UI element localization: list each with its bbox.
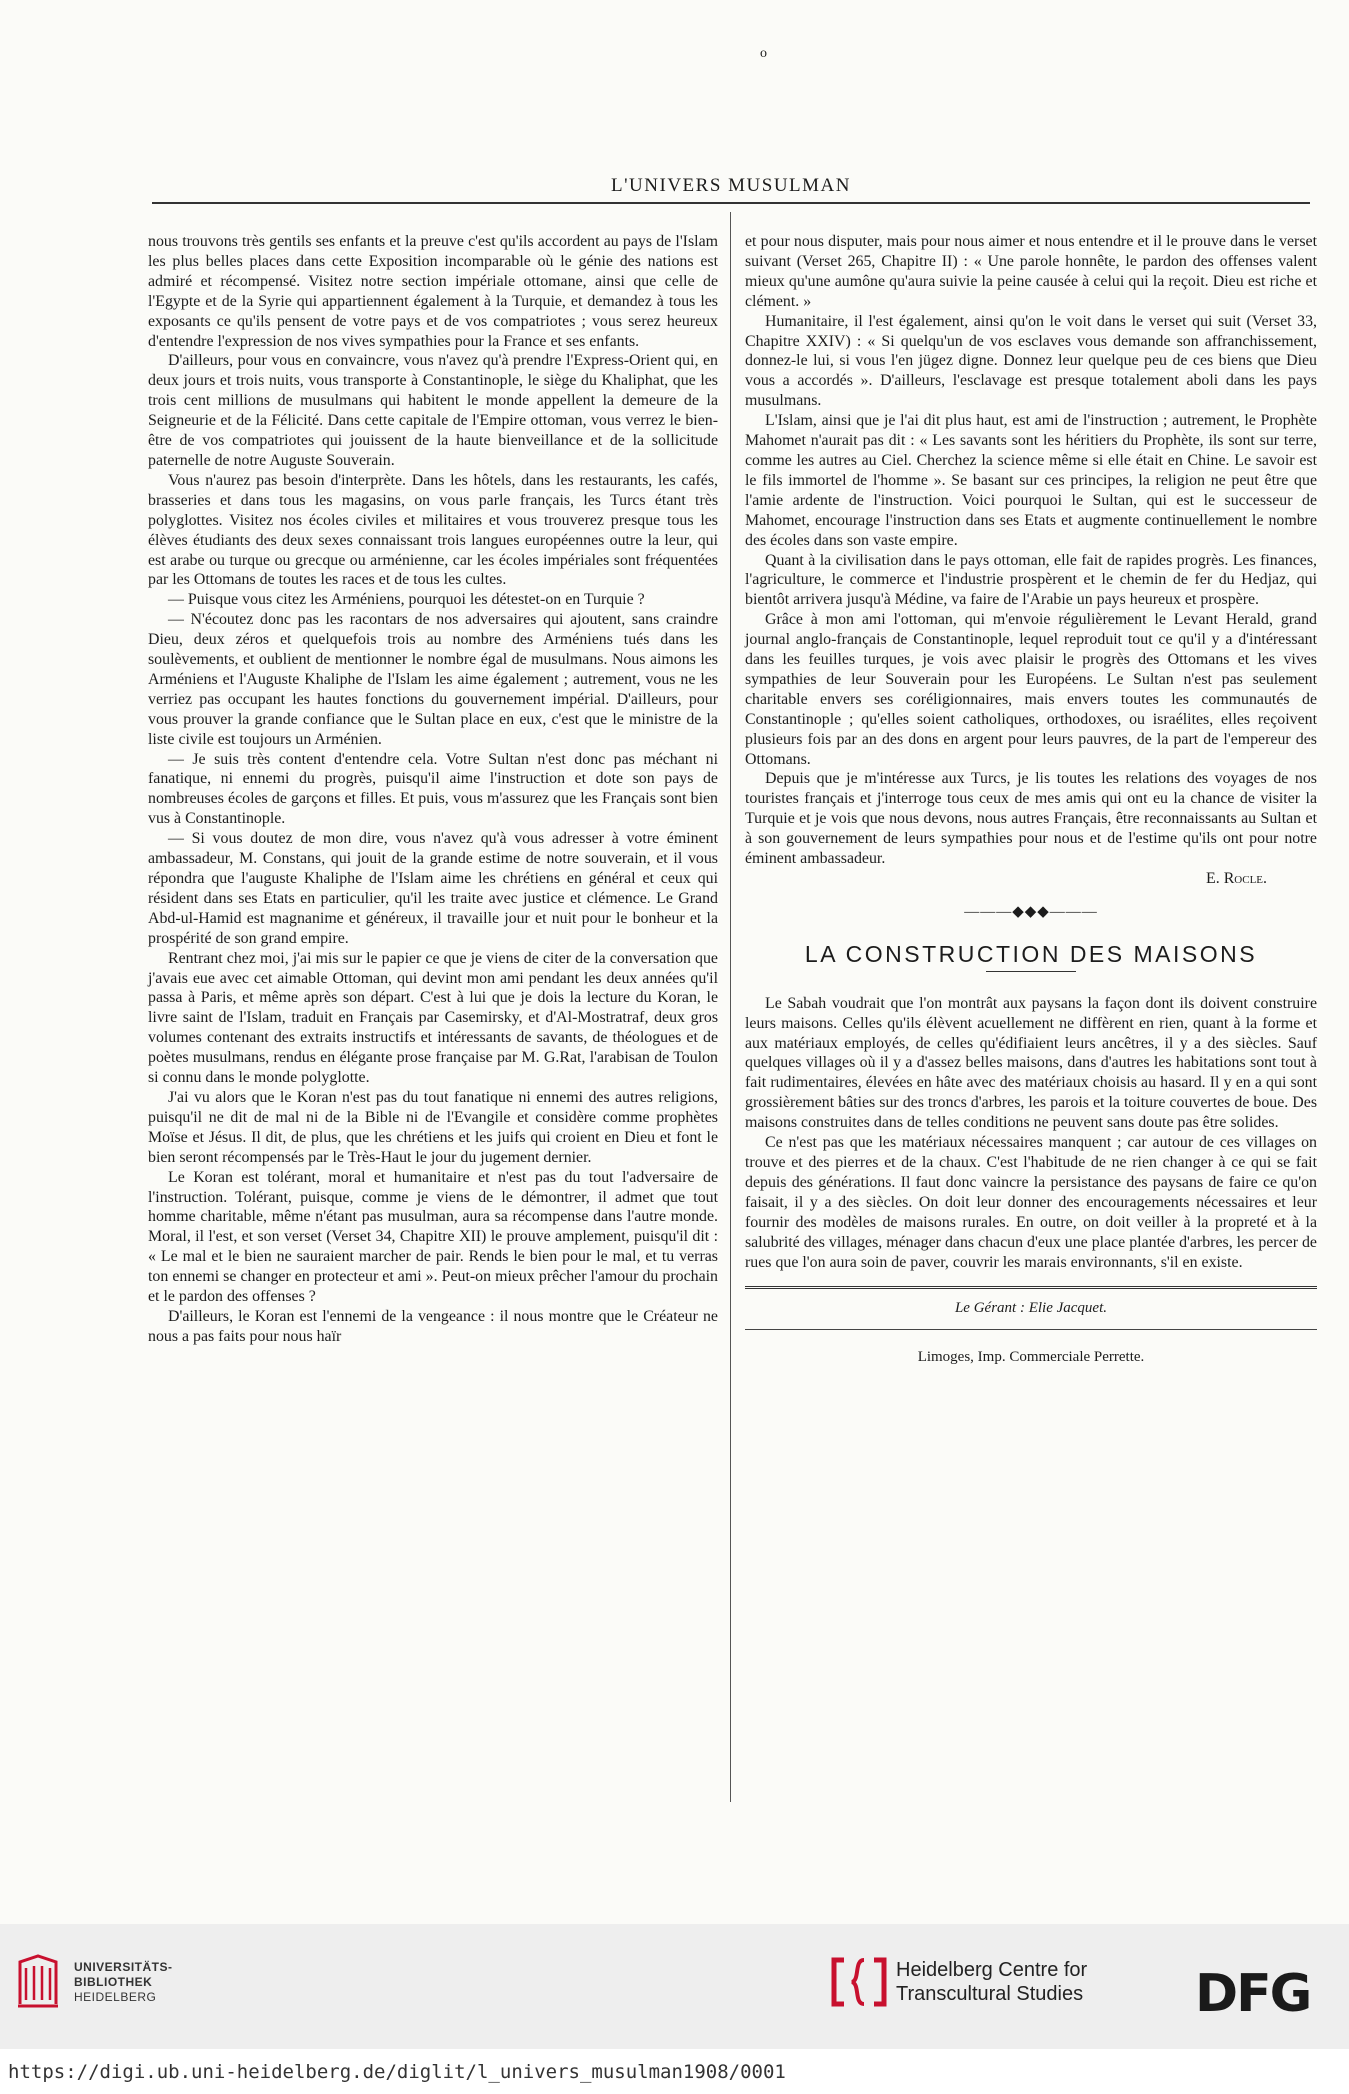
paragraph: D'ailleurs, pour vous en convaincre, vous n'avez qu'à prendre l'Express-Orient qui, en deux jours et trois nuits, vous transporte à Constantinople, le siège du Khaliphat, que les trois cent millions de musulmans qui habitent le monde appellent la demeure de la Seigneurie et de la Félicité. Dans cette capitale de l'Empire ottoman, vous verrez le bien-être de vos compatriotes qui jouissent de la haute bienveillance et de la sollicitude paternelle de notre Auguste Souverain. — [148, 352, 718, 469]
ornament-divider: ———◆◆◆——— — [964, 903, 1098, 920]
ub-heidelberg-logo[interactable] — [14, 1954, 173, 2010]
hcts-logo[interactable] — [830, 1954, 1087, 2010]
paragraph: Ce n'est pas que les matériaux nécessaires manquent ; car autour de ces villages on trouve et des pierres et de la chaux. C'est l'habitude de ne rien changer à ce qui se fait depuis des générations. Il faut donc vaincre la persistance des paysans de faire ce qu'on faisait, il y a des siècles. On doit leur donner des encouragements nécessaires et leur fournir des modèles de maisons rurales. En outre, on doit veiller à la propreté et à la salubrité des villages, ménager dans chacun d'eux une place plantée d'arbres, les percer de rues que l'on aura soin de paver, couvrir les marais environnants, s'il en existe. — [745, 1134, 1317, 1271]
paragraph: Humanitaire, il l'est également, ainsi qu'on le voit dans le verset qui suit (Verset 33, Chapitre XXIV) : « Si quelqu'un de vos esclaves vous demande son affranchissement, donnez-le lui, si vous l'en jügez digne. Donnez leur quelque peu de ces biens que Dieu vous a accordés ». D'ailleurs, l'esclavage est presque totalement aboli dans les pays musulmans. — [745, 312, 1317, 410]
header-rule — [152, 202, 1310, 204]
paragraph: Grâce à mon ami l'ottoman, qui m'envoie régulièrement le Levant Herald, grand journal anglo-français de Constantinople, lequel reproduit tout ce qu'il y a d'intéressant dans les feuilles turques, je vois avec plaisir le progrès des Ottomans et les vives sympathies de leur Souverain pour les Européens. Le Sultan n'est pas seulement charitable envers ses coréligionnaires, mais envers toutes les communautés de Constantinople ; qu'elles soient catholiques, orthodoxes, ou israélites, elles reçoivent plusieurs fois par an des dons en argent pour leurs pauvres, de la part de l'empereur des Ottomans. — [745, 611, 1317, 768]
paragraph: et pour nous disputer, mais pour nous aimer et nous entendre et il le prouve dans le verset suivant (Verset 265, Chapitre II) : « Une parole honnête, le pardon des offenses valent mieux qu'une aumône qu'aura suivie la peine causée à celui qui la reçoit. Dieu est riche et clément. » — [745, 233, 1317, 310]
paragraph: Depuis que je m'intéresse aux Turcs, je lis toutes les relations des voyages de nos touristes français et j'interroge tous ceux de mes amis qui ont eu la chance de visiter la Turquie et je vois que nous devons, nous autres Français, être reconnaissants au Sultan et à son gouvernement de leurs sympathies pour nous et de l'estime qu'ils ont pour notre éminent ambassadeur. — [745, 770, 1317, 868]
dfg-logo[interactable]: DFG — [1195, 1964, 1311, 2024]
page-url[interactable]: https://digi.ub.uni-heidelberg.de/diglit/l_univers_musulman1908/0001 — [8, 2061, 786, 2083]
paragraph: Quant à la civilisation dans le pays ottoman, elle fait de rapides progrès. Les finances, l'agriculture, le commerce et l'industrie prospèrent et le chemin de fer du Hedjaz, qui bientôt arrivera jusqu'à Médine, va faire de l'Arabie un pays heureux et prospère. — [745, 551, 1317, 609]
right-column — [745, 232, 1317, 1374]
hcts-line: Heidelberg Centre for — [896, 1959, 1088, 1981]
paragraph: Le Sabah voudrait que l'on montrât aux paysans la façon dont ils doivent construire leurs maisons. Celles qu'ils élèvent acuellement ne diffèrent en rien, quant à la forme et aux matériaux employés, de celles qu'édifiaient leurs ancêtres, il y a des siècles. Sauf quelques villages où il y a d'assez belles maisons, dans d'autres les habitations sont tout à fait rudimentaires, élevées en hâte avec des matériaux choisis au hasard. Il y en a qui sont grossièrement bâties sur des troncs d'arbres, les parois et la toiture couvertes de boue. Des maisons construites dans de telles conditions ne peuvent sans doute pas être solides. — [745, 994, 1317, 1132]
paragraph: Rentrant chez moi, j'ai mis sur le papier ce que je viens de citer de la conversation que j'avais eue avec cet aimable Ottoman, qui devint mon ami pendant les deux années qu'il passa à Paris, et même après son départ. C'est à lui que je dois la lecture du Koran, le livre saint de l'Islam, traduit en Français par Casemirsky, et d'Al-Mostratraf, deux gros volumes contenant des extraits instructifs et intéressants de savants, de théologues et de poètes musulmans, rendus en élégante prose française par M. G.Rat, l'arabisan de Toulon si connu dans le monde polyglotte. — [148, 949, 718, 1087]
hcts-bracket-icon — [830, 1954, 888, 2010]
paragraph: — Je suis très content d'entendre cela. Votre Sultan n'est donc pas méchant ni fanatique, ni ennemi du progrès, puisqu'il aime l'instruction et dote son pays de nombreuses écoles de garçons et filles. Et puis, vous m'assurez que les Français sont bien vus à Constantinople. — [148, 750, 718, 828]
column-divider — [730, 212, 731, 1802]
title-rule — [986, 971, 1076, 972]
imprint-line: Limoges, Imp. Commerciale Perrette. — [917, 1349, 1145, 1366]
page-mark: o — [760, 46, 767, 61]
paragraph: Vous n'aurez pas besoin d'interprète. Dans les hôtels, dans les restaurants, les cafés, brasseries et dans tous les magasins, on vous parle français, les Turcs étant très polyglottes. Visitez nos écoles civiles et militaires et vous trouverez presque tous les élèves étudiants des deux sexes connaissant trois langues européennes outre la leur, qui est arabe ou turque ou grecque ou arménienne, car les écoles impériales sont fréquentées par les Ottomans de toutes les races et de tous les cultes. — [148, 471, 718, 589]
paragraph: nous trouvons très gentils ses enfants et la preuve c'est qu'ils accordent au pays de l'Islam les plus belles places dans cette Exposition incomparable où le génie des nations est admiré et récompensé. Visitez notre section impériale ottomane, ainsi que celle de l'Egypte et de la Syrie qui appartiennent également à la Turquie, et demandez à tous les exposants ce qu'ils pensent de votre pays et de vos compatriotes ; vous serez heureux d'entendre l'expression de nos vives sympathies pour la France et ses enfants. — [148, 233, 718, 350]
paragraph: — N'écoutez donc pas les racontars de nos adversaires qui ajoutent, sans craindre Dieu, deux zéros et quelquefois trois au nombre des Arméniens tués dans les soulèvements, et oublient de mentionner le nombre égal de musulmans. Nous aimons les Arméniens et l'Auguste Khaliphe de l'Islam les aime également ; autrement, vous ne les verriez pas occupant les hautes fonctions du gouvernement impérial. D'ailleurs, pour vous prouver la grande confiance que le Sultan place en eux, c'est que le ministre de la liste civile est toujours un Arménien. — [148, 611, 718, 748]
gerant-line: Le Gérant : Elie Jacquet. — [954, 1300, 1108, 1317]
article-signature: E. Rocle. — [1206, 870, 1267, 887]
paragraph: D'ailleurs, le Koran est l'ennemi de la vengeance : il nous montre que le Créateur ne nous a pas faits pour nous haïr — [148, 1307, 718, 1345]
paragraph: — Puisque vous citez les Arméniens, pourquoi les détestet-on en Turquie ? — [168, 591, 645, 609]
footer-rule — [745, 1286, 1317, 1289]
paragraph: J'ai vu alors que le Koran n'est pas du tout fanatique ni ennemi des autres religions, puisqu'il ne dit de mal ni de la Bible ni de l'Evangile et considère comme prophètes Moïse et Jésus. Il dit, de plus, que les chrétiens et les juifs qui croient en Dieu et font le bien seront récompensés par le Très-Haut le jour du jugement dernier. — [148, 1088, 718, 1166]
logo-bar — [0, 1924, 1349, 2049]
ub-line: BIBLIOTHEK — [74, 1974, 153, 1989]
running-head: L'UNIVERS MUSULMAN — [611, 175, 851, 196]
ub-emblem-icon — [14, 1954, 62, 2010]
ub-logo-text — [74, 1960, 173, 2005]
ub-line: UNIVERSITÄTS- — [74, 1959, 173, 1974]
url-bar — [0, 2049, 1349, 2094]
hcts-logo-text — [896, 1958, 1087, 2006]
hcts-line: Transcultural Studies — [896, 1983, 1084, 2005]
footer-thin-rule — [745, 1329, 1317, 1330]
ub-line: HEIDELBERG — [74, 1989, 157, 2004]
paragraph: Le Koran est tolérant, moral et humanitaire et n'est pas du tout l'adversaire de l'instruction. Tolérant, puisque, comme je viens de le démontrer, il admet que tout homme charitable, même n'étant pas musulman, aura sa récompense dans l'autre monde. Moral, il l'est, et son verset (Verset 34, Chapitre XII) le prouve amplement, puisqu'il dit : « Le mal et le bien ne sauraient marcher de pair. Rends le bien pour le mal, et tu verras ton ennemi se changer en protecteur et ami ». Peut-on mieux prêcher l'amour du prochain et le pardon des offenses ? — [148, 1168, 718, 1306]
paragraph: L'Islam, ainsi que je l'ai dit plus haut, est ami de l'instruction ; autrement, le Prophète Mahomet n'aurait pas dit : « Les savants sont les héritiers du Prophète, ils sont sur terre, comme les autres au Ciel. Cherchez la science même si elle était en Chine. Le savoir est le fils immortel de l'homme ». Se basant sur ces principes, la religion ne peut être que l'amie ardente de l'instruction. Voici pourquoi le Sultan, qui est le successeur de Mahomet, encourage l'instruction dans ses Etats et augmente continuellement le nombre des écoles dans son vaste empire. — [745, 412, 1317, 549]
paragraph: — Si vous doutez de mon dire, vous n'avez qu'à vous adresser à votre éminent ambassadeur, M. Constans, qui jouit de la grande estime de notre souverain, et il vous répondra que l'auguste Khaliphe de l'Islam aime les chrétiens en général et ceux qui résident dans ses Etats en particulier, qu'il les traite avec justice et clémence. Le Grand Abd-ul-Hamid est magnanime et généreux, il travaille jour et nuit pour le bonheur et la prospérité de son grand empire. — [148, 830, 718, 947]
section-title: LA CONSTRUCTION DES MAISONS — [804, 940, 1258, 967]
left-column — [148, 232, 718, 1347]
